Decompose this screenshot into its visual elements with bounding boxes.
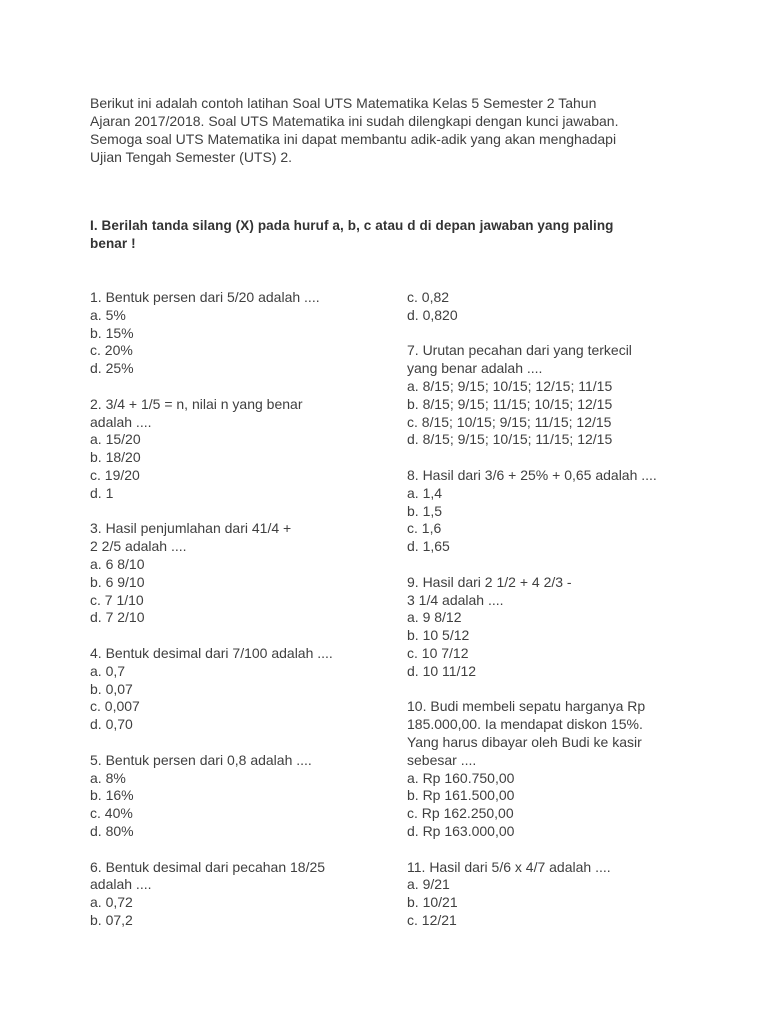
answer-option: b. 10 5/12 xyxy=(407,627,470,644)
answer-option: d. 7 2/10 xyxy=(90,609,145,626)
question-stem: adalah .... xyxy=(90,413,152,430)
answer-option: d. 0,820 xyxy=(407,306,458,323)
question-block xyxy=(90,645,390,734)
answer-option: a. 9/21 xyxy=(407,876,450,893)
answer-option: c. 0,82 xyxy=(407,289,450,305)
question-stem: 1. Bentuk persen dari 5/20 adalah .... xyxy=(90,289,320,305)
answer-option: c. 8/15; 10/15; 9/15; 11/15; 12/15 xyxy=(407,413,612,430)
section-instruction xyxy=(90,217,690,253)
question-stem: 8. Hasil dari 3/6 + 25% + 0,65 adalah .... xyxy=(407,466,657,483)
answer-option: c. 19/20 xyxy=(90,466,140,483)
answer-option: b. 07,2 xyxy=(90,911,133,928)
answer-option: d. 0,70 xyxy=(90,716,133,733)
question-stem: Yang harus dibayar oleh Budi ke kasir xyxy=(407,733,642,750)
answer-option: c. 0,007 xyxy=(90,698,140,715)
answer-option: d. 10 11/12 xyxy=(407,662,477,679)
answer-option: d. 80% xyxy=(90,822,134,839)
question-stem: yang benar adalah .... xyxy=(407,360,543,377)
question-stem: sebesar .... xyxy=(407,751,477,768)
answer-option: c. 40% xyxy=(90,805,133,822)
question-column-right xyxy=(407,289,697,947)
question-stem: 6. Bentuk desimal dari pecahan 18/25 xyxy=(90,858,326,875)
answer-option: b. 0,07 xyxy=(90,680,133,697)
instruction-line: I. Berilah tanda silang (X) pada huruf a, b, c atau d di depan jawaban yang paling xyxy=(90,218,614,233)
question-block xyxy=(407,342,697,449)
question-stem: 11. Hasil dari 5/6 x 4/7 adalah .... xyxy=(407,858,611,875)
answer-option: c. 7 1/10 xyxy=(90,591,144,608)
instruction-line: benar ! xyxy=(90,236,136,251)
answer-option: a. 8/15; 9/15; 10/15; 12/15; 11/15 xyxy=(407,377,613,394)
answer-option: b. Rp 161.500,00 xyxy=(407,787,515,804)
answer-option: b. 8/15; 9/15; 11/15; 10/15; 12/15 xyxy=(407,395,613,412)
question-block xyxy=(90,859,390,930)
answer-option: c. Rp 162.250,00 xyxy=(407,805,514,822)
answer-option: b. 15% xyxy=(90,324,134,341)
question-stem: 185.000,00. Ia mendapat diskon 15%. xyxy=(407,716,643,733)
question-column-left xyxy=(90,289,390,947)
answer-option: b. 6 9/10 xyxy=(90,573,145,590)
answer-option: a. 9 8/12 xyxy=(407,609,462,626)
answer-option: a. 8% xyxy=(90,769,126,786)
question-stem: 10. Budi membeli sepatu harganya Rp xyxy=(407,698,646,715)
question-block xyxy=(407,574,697,681)
intro-line: Ajaran 2017/2018. Soal UTS Matematika ini sudah dilengkapi dengan kunci jawaban. xyxy=(90,113,619,129)
answer-option: d. 1 xyxy=(90,484,114,501)
intro-line: Berikut ini adalah contoh latihan Soal UTS Matematika Kelas 5 Semester 2 Tahun xyxy=(90,95,597,111)
answer-option: a. 0,7 xyxy=(90,662,126,679)
answer-option: c. 10 7/12 xyxy=(407,644,469,661)
question-stem: 4. Bentuk desimal dari 7/100 adalah .... xyxy=(90,644,333,661)
question-stem: 3. Hasil penjumlahan dari 41/4 + xyxy=(90,520,292,537)
question-block xyxy=(407,467,697,556)
question-stem: 9. Hasil dari 2 1/2 + 4 2/3 - xyxy=(407,573,572,590)
answer-option: d. 25% xyxy=(90,360,134,377)
answer-option: a. 0,72 xyxy=(90,894,133,911)
question-block xyxy=(407,289,697,325)
answer-option: c. 1,6 xyxy=(407,520,442,537)
answer-option: a. 6 8/10 xyxy=(90,555,145,572)
question-block xyxy=(90,752,390,841)
answer-option: b. 10/21 xyxy=(407,894,458,911)
question-stem: 2. 3/4 + 1/5 = n, nilai n yang benar xyxy=(90,395,303,412)
question-stem: 3 1/4 adalah .... xyxy=(407,591,504,608)
answer-option: a. 15/20 xyxy=(90,431,141,448)
answer-option: c. 12/21 xyxy=(407,911,457,928)
question-stem: 7. Urutan pecahan dari yang terkecil xyxy=(407,342,632,359)
answer-option: a. 5% xyxy=(90,306,126,323)
question-block xyxy=(90,289,390,378)
answer-option: a. 1,4 xyxy=(407,484,443,501)
question-block xyxy=(90,520,390,627)
answer-option: d. 1,65 xyxy=(407,538,450,555)
answer-option: b. 1,5 xyxy=(407,502,443,519)
answer-option: a. Rp 160.750,00 xyxy=(407,769,515,786)
intro-line: Ujian Tengah Semester (UTS) 2. xyxy=(90,149,293,165)
answer-option: b. 18/20 xyxy=(90,449,141,466)
intro-paragraph xyxy=(90,94,680,166)
answer-option: d. Rp 163.000,00 xyxy=(407,822,515,839)
question-block xyxy=(407,859,697,930)
answer-option: c. 20% xyxy=(90,342,133,359)
answer-option: b. 16% xyxy=(90,787,134,804)
intro-line: Semoga soal UTS Matematika ini dapat membantu adik-adik yang akan menghadapi xyxy=(90,131,617,147)
answer-option: d. 8/15; 9/15; 10/15; 11/15; 12/15 xyxy=(407,431,613,448)
question-stem: 2 2/5 adalah .... xyxy=(90,538,187,555)
question-block xyxy=(90,396,390,503)
question-stem: adalah .... xyxy=(90,876,152,893)
question-stem: 5. Bentuk persen dari 0,8 adalah .... xyxy=(90,751,312,768)
question-block xyxy=(407,698,697,840)
